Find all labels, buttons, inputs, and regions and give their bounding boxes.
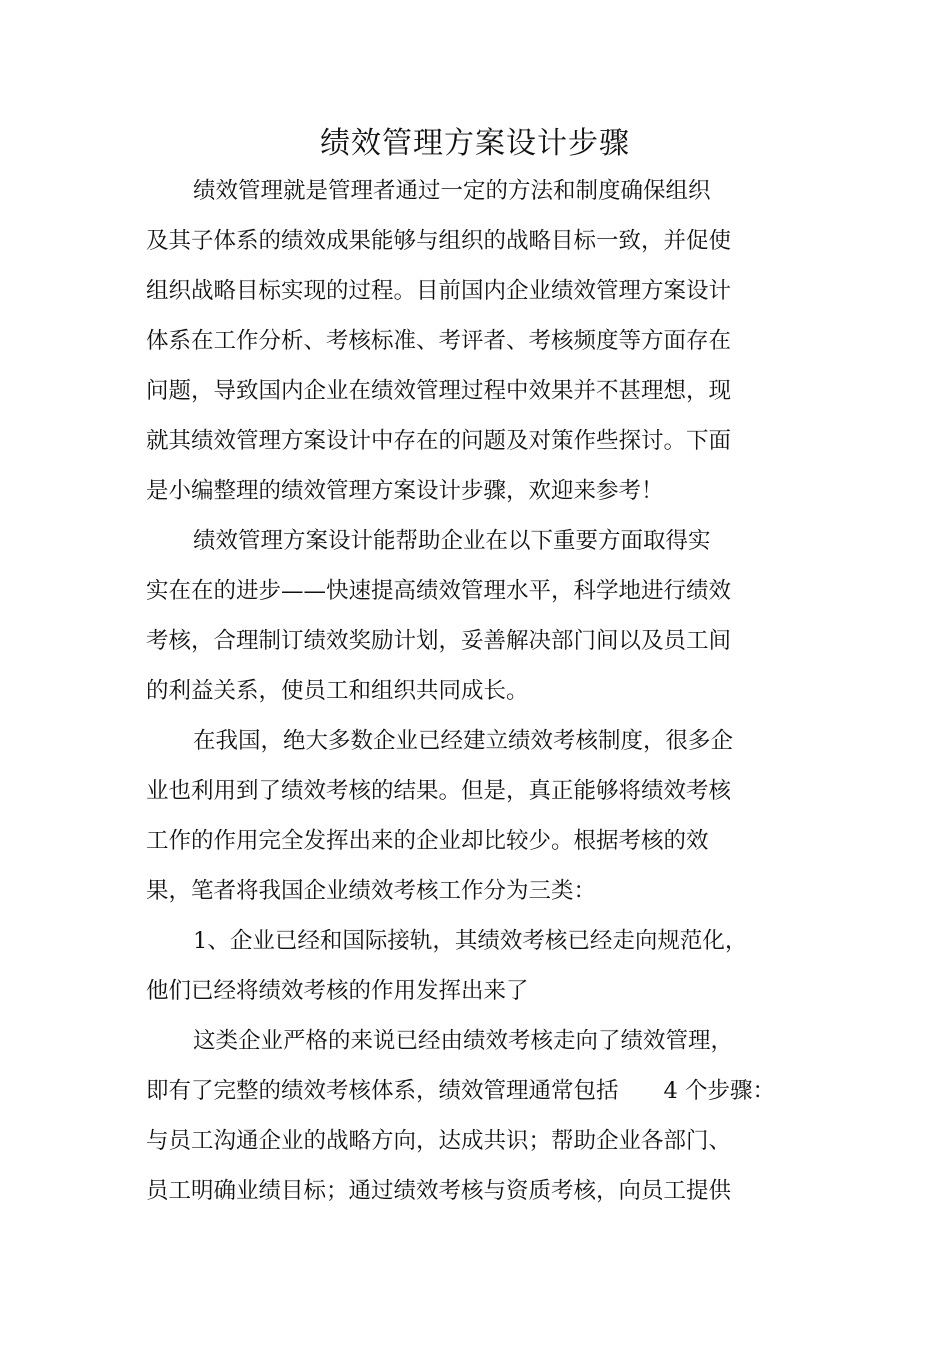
paragraph-line: 他们已经将绩效考核的作用发挥出来了	[146, 978, 529, 1004]
paragraph-line: 员工明确业绩目标；通过绩效考核与资质考核，向员工提供	[146, 1178, 732, 1204]
paragraph-line: 是小编整理的绩效管理方案设计步骤，欢迎来参考！	[146, 478, 664, 504]
paragraph-line: 与员工沟通企业的战略方向，达成共识；帮助企业各部门、	[146, 1128, 732, 1154]
paragraph-line: 在我国，绝大多数企业已经建立绩效考核制度，很多企	[193, 728, 734, 754]
paragraph-line: 业也利用到了绩效考核的结果。但是，真正能够将绩效考核	[146, 778, 732, 804]
paragraph-line: 绩效管理方案设计能帮助企业在以下重要方面取得实	[193, 528, 711, 554]
paragraph-line: 工作的作用完全发挥出来的企业却比较少。根据考核的效	[146, 828, 709, 854]
paragraph-line: 及其子体系的绩效成果能够与组织的战略目标一致，并促使	[146, 228, 732, 254]
paragraph-line: 实在在的进步——快速提高绩效管理水平，科学地进行绩效	[146, 578, 732, 604]
paragraph-line: 1、企业已经和国际接轨，其绩效考核已经走向规范化，	[193, 928, 748, 954]
paragraph-line: 体系在工作分析、考核标准、考评者、考核频度等方面存在	[146, 328, 732, 354]
paragraph-line: 绩效管理就是管理者通过一定的方法和制度确保组织	[193, 178, 711, 204]
paragraph-line: 的利益关系，使员工和组织共同成长。	[146, 678, 529, 704]
document-title: 绩效管理方案设计步骤	[320, 126, 630, 161]
paragraph-line: 即有了完整的绩效考核体系，绩效管理通常包括 4 个步骤：	[146, 1078, 775, 1104]
paragraph-line: 考核，合理制订绩效奖励计划，妥善解决部门间以及员工间	[146, 628, 732, 654]
paragraph-line: 这类企业严格的来说已经由绩效考核走向了绩效管理，	[193, 1028, 734, 1054]
paragraph-line: 问题，导致国内企业在绩效管理过程中效果并不甚理想，现	[146, 378, 732, 404]
paragraph-line: 就其绩效管理方案设计中存在的问题及对策作些探讨。下面	[146, 428, 732, 454]
paragraph-line: 果，笔者将我国企业绩效考核工作分为三类：	[146, 878, 597, 904]
paragraph-line: 组织战略目标实现的过程。目前国内企业绩效管理方案设计	[146, 278, 732, 304]
